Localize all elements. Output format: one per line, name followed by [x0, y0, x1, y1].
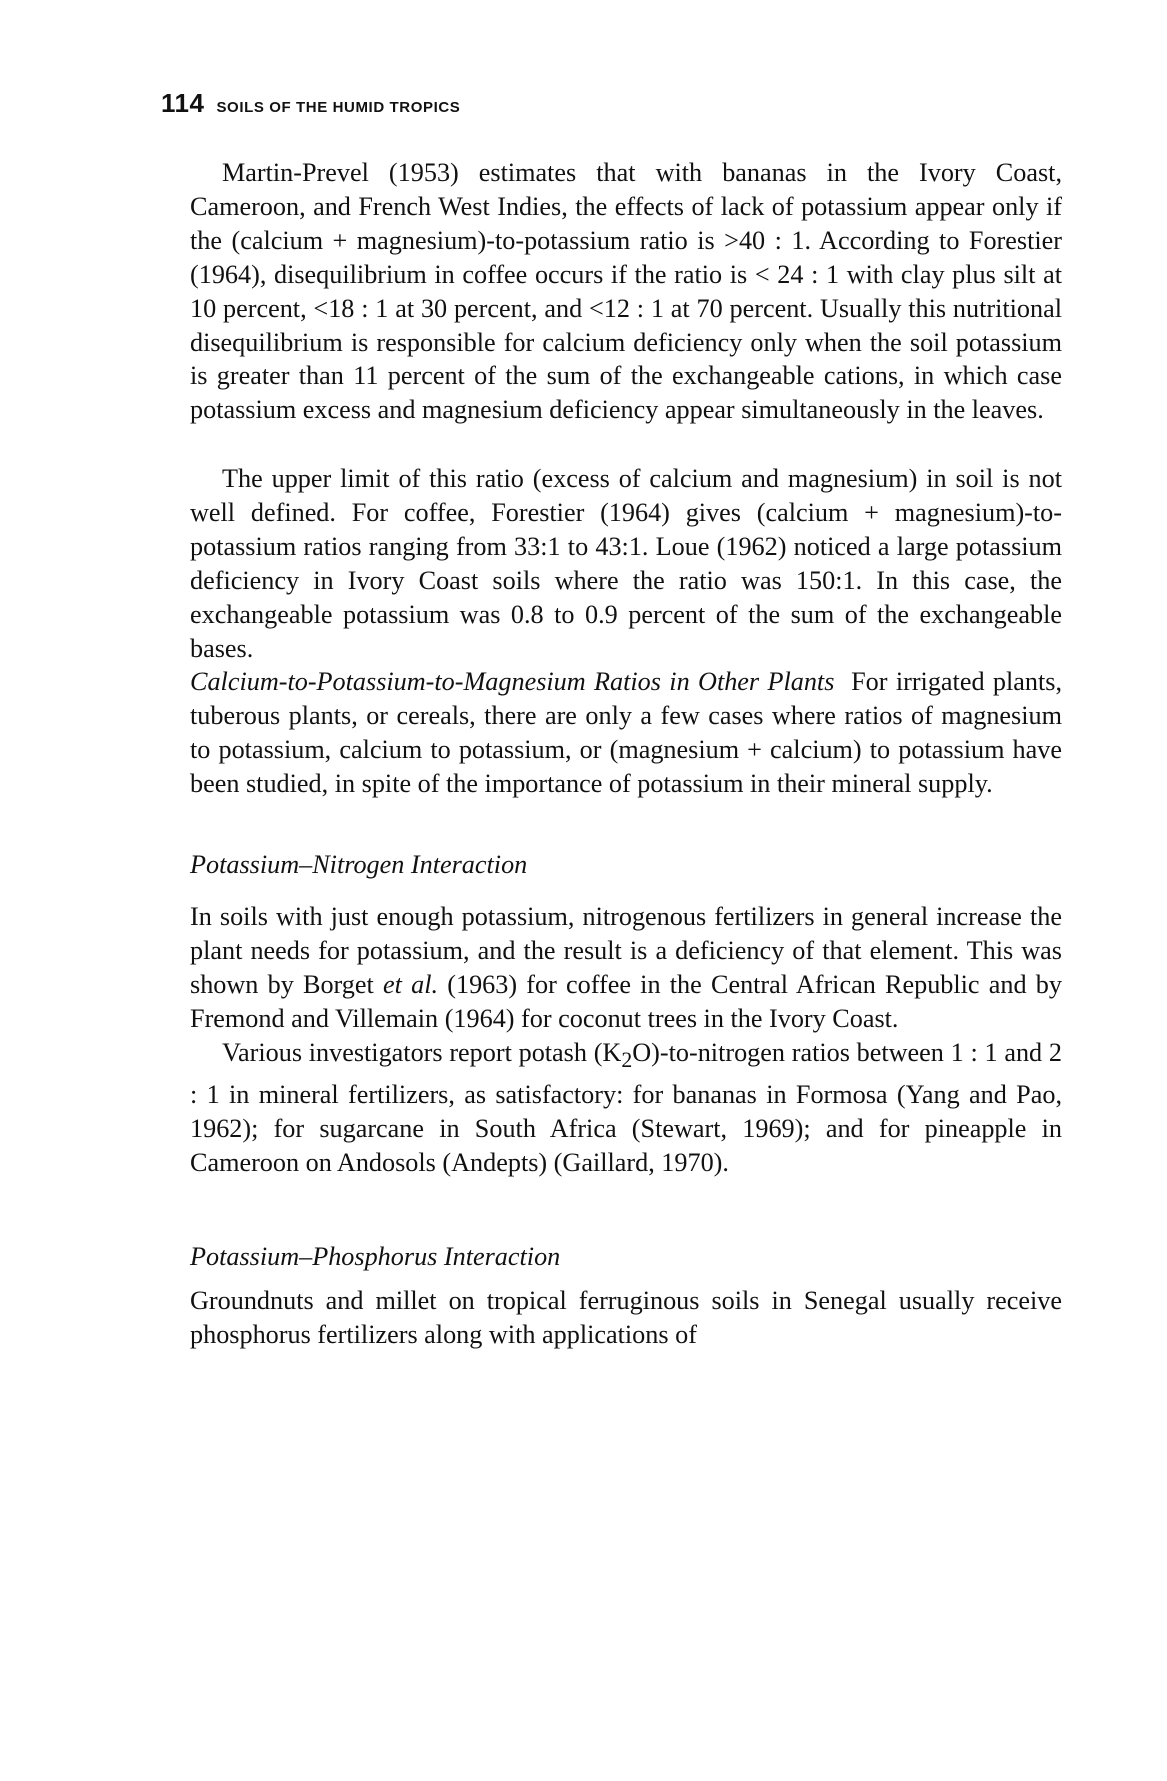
paragraph-groundnuts-millet: Groundnuts and millet on tropical ferruginous soils in Senegal usually receive phosphorus fertilizers along with applications of [190, 1286, 1062, 1349]
paragraph-other-plants-text: For irrigated plants, tuberous plants, or cereals, there are only a few cases where ratios of magnesium to potassium, calcium to potassium, or (magnesium + calcium) to potassium have been studied, in spite of the importance of potassium in their mineral supply. [190, 667, 1062, 798]
section-heading-potassium-phosphorus: Potassium–Phosphorus Interaction [190, 1242, 561, 1271]
run-in-heading-other-plants: Calcium-to-Potassium-to-Magnesium Ratios in Other Plants [190, 667, 835, 696]
running-head [161, 88, 460, 119]
running-title: SOILS OF THE HUMID TROPICS [216, 99, 461, 116]
paragraph-potassium-nitrogen [190, 900, 1062, 1036]
paragraph-potash-text-b: O)-to-nitrogen ratios between 1 : 1 and 2 : 1 in mineral fertilizers, as satisfactory: for bananas in Formosa (Yang and Pao, 1962); for sugarcane in South Africa (Stewart, 1969); and for pineapple in Cameroon on Andosols (Andepts) (Gaillard, 1970). [190, 1038, 1062, 1177]
paragraph-upper-limit-ratio: The upper limit of this ratio (excess of calcium and magnesium) in soil is not well defined. For coffee, Forestier (1964) gives (calcium + magnesium)-to-potassium ratios ranging from 33:1 to 43:1. Loue (1962) noticed a large potassium deficiency in Ivory Coast soils where the ratio was 150:1. In this case, the exchangeable potassium was 0.8 to 0.9 percent of the sum of the exchangeable bases. [190, 464, 1062, 663]
et-al-italic: et al. [383, 969, 439, 999]
paragraph-potassium-nitrogen-text-a: In soils with just enough potassium, nitrogenous fertilizers in general increase the plant needs for potassium, and the result is a deficiency of that element. This was shown by Borget [190, 902, 1062, 999]
section-heading-potassium-nitrogen: Potassium–Nitrogen Interaction [190, 850, 528, 879]
paragraph-potassium-nitrogen-text-b: (1963) for coffee in the Central African Republic and by Fremond and Villemain (1964) for coconut trees in the Ivory Coast. [190, 969, 1062, 1033]
paragraph-potash-nitrogen-ratios [190, 1036, 1062, 1180]
paragraph-cation-ratio-bananas-coffee: Martin-Prevel (1953) estimates that with bananas in the Ivory Coast, Cameroon, and French West Indies, the effects of lack of potassium appear only if the (calcium + magnesium)-to-potassium ratio is >40 : 1. According to Forestier (1964), disequilibrium in coffee occurs if the ratio is < 24 : 1 with clay plus silt at 10 percent, <18 : 1 at 30 percent, and <12 : 1 at 70 percent. Usually this nutritional disequilibrium is responsible for calcium deficiency only when the soil potassium is greater than 11 percent of the sum of the exchangeable cations, in which case potassium excess and magnesium deficiency appear simultaneously in the leaves. [190, 158, 1062, 425]
subscript-2: 2 [621, 1048, 633, 1073]
paragraph-potash-text-a: Various investigators report potash (K [222, 1038, 622, 1067]
paragraph-other-plants [190, 665, 1062, 801]
page-number: 114 [161, 88, 205, 118]
